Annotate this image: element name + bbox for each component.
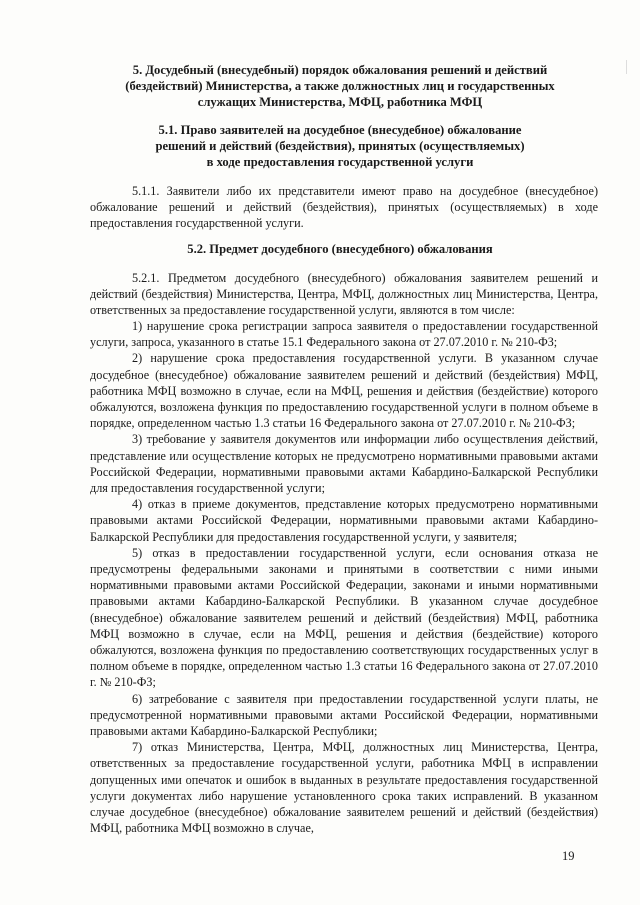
- heading-line: решений и действий (бездействия), принятых (осуществляемых): [155, 139, 525, 153]
- list-item: 5) отказ в предоставлении государственной услуги, если основания отказа не предусмотрены федеральными законами и принятыми в соответствии с ними иными нормативными правовыми актами Российской Федерации, законами и иными нормативными правовыми актами Кабардино-Балкарской Республики. В указанном случае досудебное (внесудебное) обжалование заявителем решений и действий (бездействия) МФЦ, работника МФЦ возможно в случае, если на МФЦ, решения и действия (бездействие) которого обжалуются, возложена функция по предоставлению соответствующих государственных услуг в полном объеме в порядке, определенном частью 1.3 статьи 16 Федерального закона от 27.07.2010 г. № 210-ФЗ;: [90, 545, 598, 690]
- heading-line: (бездействий) Министерства, а также должностных лиц и государственных: [125, 79, 555, 93]
- page-number: 19: [562, 849, 575, 863]
- section-5-1-heading: [100, 122, 580, 170]
- list-item: 6) затребование с заявителя при предоставлении государственной услуги платы, не предусмотренной нормативными правовыми актами Российской Федерации, нормативными правовыми актами Кабардино-Балкарской Республики;: [90, 691, 598, 739]
- heading-line: служащих Министерства, МФЦ, работника МФЦ: [197, 95, 483, 109]
- paragraph-5-2-1: 5.2.1. Предметом досудебного (внесудебного) обжалования заявителем решений и действий (бездействия) Министерства, Центра, МФЦ, должностных лиц Министерства, Центра, ответственных за предоставление государственной услуги, являются в том числе:: [90, 271, 598, 318]
- grounds-list: [90, 318, 598, 837]
- scan-edge-mark: [626, 60, 627, 74]
- list-item: 4) отказ в приеме документов, представление которых предусмотрено нормативными правовыми актами Российской Федерации, нормативными правовыми актами Кабардино-Балкарской Республики для предоставления государственной услуги, у заявителя;: [90, 497, 598, 544]
- list-item: 3) требование у заявителя документов или информации либо осуществления действий, представление или осуществление которых не предусмотрено нормативными правовыми актами Российской Федерации, нормативными правовыми актами Кабардино-Балкарской Республики для предоставления государственной услуги;: [90, 432, 598, 496]
- list-item: 2) нарушение срока предоставления государственной услуги. В указанном случае досудебное (внесудебное) обжалование заявителем решений и действий (бездействия) МФЦ, работника МФЦ возможно в случае, если на МФЦ, решения и действия (бездействие) которого обжалуются, возложена функция по предоставлению государственной услуги в полном объеме в порядке, определенном частью 1.3 статьи 16 Федерального закона от 27.07.2010 г. № 210-ФЗ;: [90, 351, 598, 431]
- heading-line: 5. Досудебный (внесудебный) порядок обжалования решений и действий: [132, 63, 548, 77]
- list-item: 7) отказ Министерства, Центра, МФЦ, должностных лиц Министерства, Центра, ответственных за предоставление государственной услуги, работника МФЦ в исправлении допущенных ими опечаток и ошибок в выданных в результате предоставления государственной услуги документах либо нарушение установленного срока таких исправлений. В указанном случае досудебное (внесудебное) обжалование заявителем решений и действий (бездействия) МФЦ, работника МФЦ возможно в случае,: [90, 740, 598, 836]
- section-5-heading: [100, 62, 580, 110]
- heading-line: 5.1. Право заявителей на досудебное (внесудебное) обжалование: [158, 123, 522, 137]
- list-item: 1) нарушение срока регистрации запроса заявителя о предоставлении государственной услуги, запроса, указанного в статье 15.1 Федерального закона от 27.07.2010 г. № 210-ФЗ;: [90, 319, 598, 350]
- section-5-2-heading: [100, 241, 580, 257]
- heading-line: в ходе предоставления государственной услуги: [206, 155, 474, 169]
- heading-line: 5.2. Предмет досудебного (внесудебного) обжалования: [187, 242, 493, 256]
- paragraph-5-1-1: 5.1.1. Заявители либо их представители имеют право на досудебное (внесудебное) обжалование решений и действий (бездействия), принятых (осуществляемых) в ходе предоставления государственной услуги.: [90, 184, 598, 231]
